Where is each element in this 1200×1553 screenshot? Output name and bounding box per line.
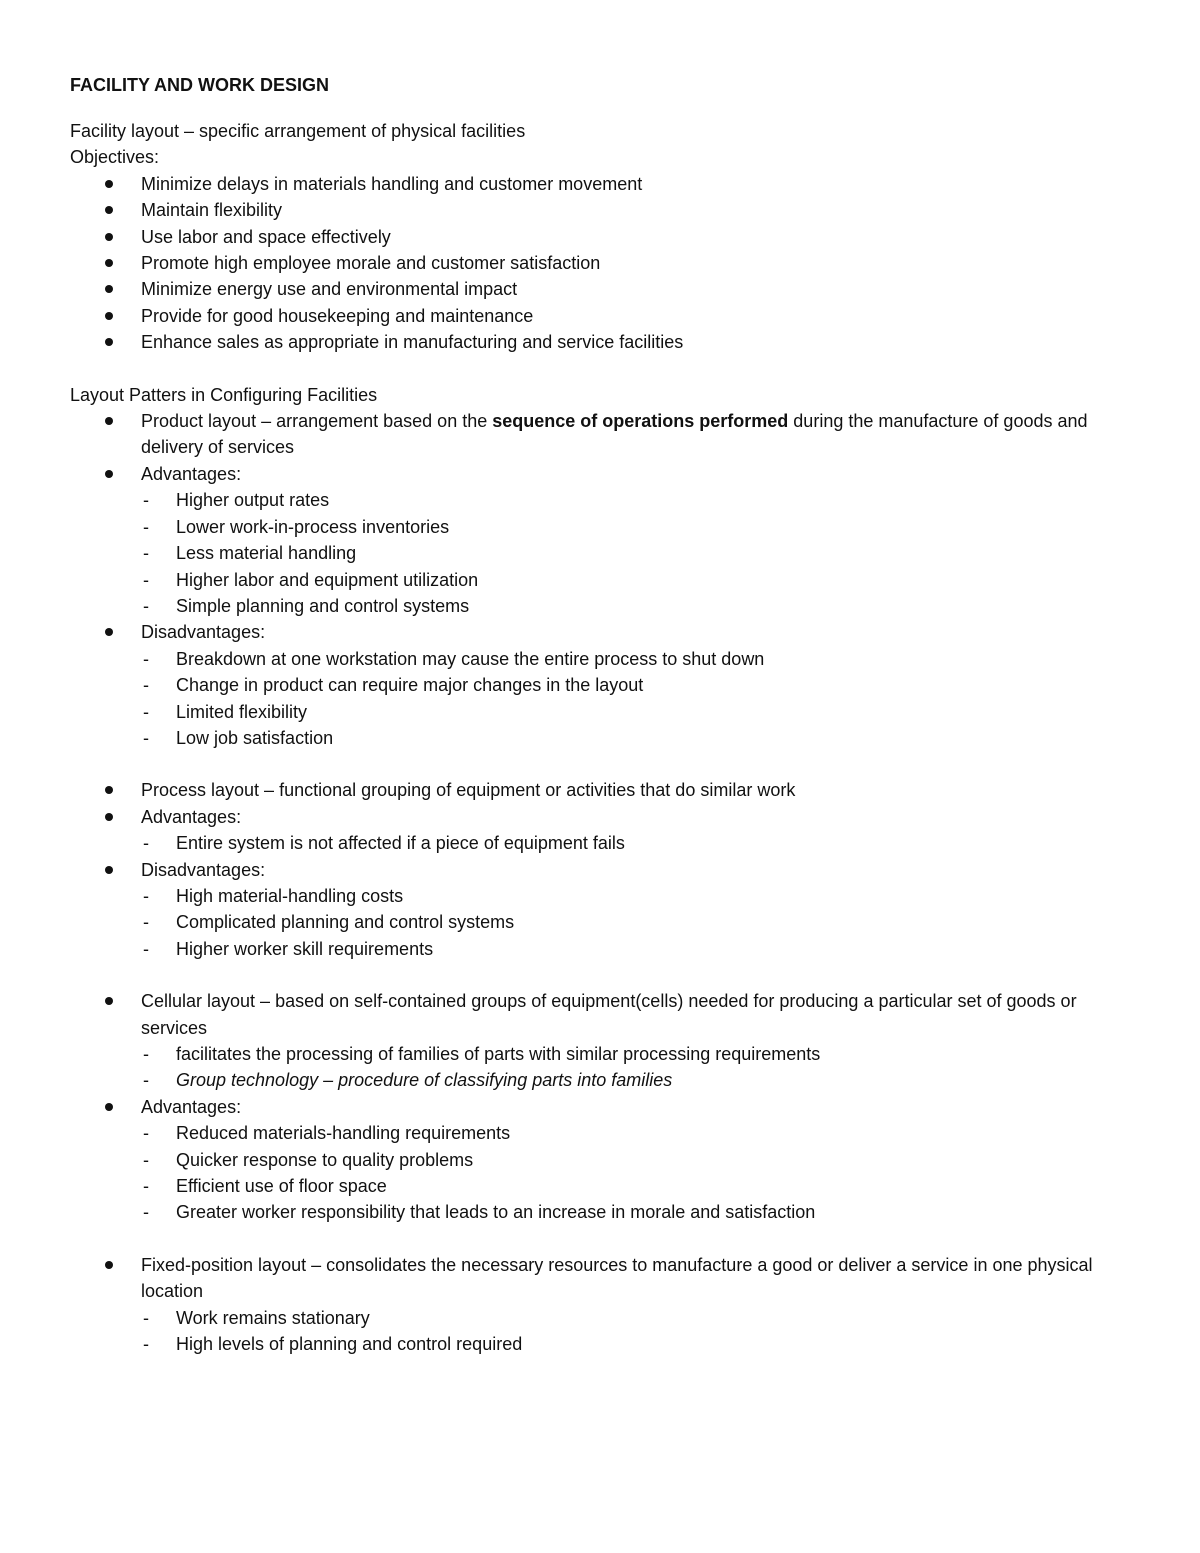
bullet-icon — [105, 813, 113, 821]
list-item: - Work remains stationary — [143, 1307, 370, 1328]
list-item: - Quicker response to quality problems — [143, 1149, 474, 1170]
list-item: - Group technology – procedure of classifying parts into families — [143, 1070, 673, 1091]
bullet-icon — [105, 628, 113, 636]
list-item: - Low job satisfaction — [143, 727, 334, 748]
group-technology-note: Group technology – procedure of classifying parts into families — [176, 1070, 673, 1091]
list-item: - Greater worker responsibility that leads to an increase in morale and satisfaction — [143, 1202, 816, 1223]
product-layout-definition: Product layout – arrangement based on the sequence of operations performed during the manufacture of goods and delivery of services — [141, 408, 1130, 461]
cellular-advantages-list — [141, 1120, 1130, 1226]
cellular-notes-list — [141, 1041, 1130, 1094]
list-item: - Simple planning and control systems — [143, 595, 470, 616]
list-item: - High levels of planning and control required — [143, 1334, 523, 1355]
product-advantages: Advantages: - Higher output rates - Lower work-in-process inventories - Less material handling - Higher labor and equipment utilization - Simple planning and control systems — [141, 461, 1130, 619]
list-item: - Higher worker skill requirements — [143, 938, 434, 959]
list-item: - Reduced materials-handling requirements — [143, 1123, 511, 1144]
fixed-layout-definition: Fixed-position layout – consolidates the necessary resources to manufacture a good or deliver a service in one physical location - Work remains stationary - High levels of planning and control required — [141, 1252, 1130, 1358]
page-title: FACILITY AND WORK DESIGN — [70, 75, 330, 95]
cellular-layout-section — [70, 988, 1130, 1226]
process-advantages-list — [141, 830, 1130, 856]
objectives-list — [70, 171, 1130, 356]
list-item: - Higher output rates — [143, 490, 330, 511]
document-body — [70, 72, 1130, 1357]
list-item: - Breakdown at one workstation may cause the entire process to shut down — [143, 648, 765, 669]
bullet-icon — [105, 1261, 113, 1269]
list-item: Minimize energy use and environmental impact — [141, 276, 1130, 302]
emphasis-text: sequence of operations performed — [492, 411, 789, 432]
process-layout-definition: Process layout – functional grouping of equipment or activities that do similar work — [141, 777, 1130, 803]
list-item: - High material-handling costs — [143, 885, 404, 906]
list-item: Enhance sales as appropriate in manufacturing and service facilities — [141, 329, 1130, 355]
bullet-icon — [105, 233, 113, 241]
bullet-icon — [105, 417, 113, 425]
list-item: - Complicated planning and control systems — [143, 912, 515, 933]
bullet-icon — [105, 180, 113, 188]
product-advantages-list — [141, 487, 1130, 619]
bullet-icon — [105, 206, 113, 214]
list-item: Provide for good housekeeping and maintenance — [141, 303, 1130, 329]
list-item: Use labor and space effectively — [141, 224, 1130, 250]
list-item: Minimize delays in materials handling and customer movement — [141, 171, 1130, 197]
list-item: - Higher labor and equipment utilization — [143, 569, 479, 590]
bullet-icon — [105, 1103, 113, 1111]
product-layout-section — [70, 408, 1130, 751]
cellular-layout-definition: Cellular layout – based on self-contained groups of equipment(cells) needed for producing a particular set of goods or services - facilitates the processing of families of parts with similar processing requirements - Group technology – procedure of classifying parts into families — [141, 988, 1130, 1094]
bullet-icon — [105, 470, 113, 478]
bullet-icon — [105, 866, 113, 874]
fixed-notes-list — [141, 1305, 1130, 1358]
list-item: - facilitates the processing of families of parts with similar processing requirements — [143, 1044, 821, 1064]
bullet-icon — [105, 338, 113, 346]
bullet-icon — [105, 997, 113, 1005]
list-item: Promote high employee morale and customer satisfaction — [141, 250, 1130, 276]
cellular-advantages: Advantages: - Reduced materials-handling requirements - Quicker response to quality problems - Efficient use of floor space - Greater worker responsibility that leads to an increase in morale and satisfaction — [141, 1094, 1130, 1226]
process-disadvantages: Disadvantages: - High material-handling costs - Complicated planning and control systems - Higher worker skill requirements — [141, 857, 1130, 963]
facility-layout-definition: Facility layout – specific arrangement of physical facilities — [70, 121, 526, 141]
list-item: - Limited flexibility — [143, 701, 308, 722]
process-advantages: Advantages: - Entire system is not affected if a piece of equipment fails — [141, 804, 1130, 857]
list-item: - Entire system is not affected if a piece of equipment fails — [143, 833, 625, 854]
patterns-heading: Layout Patters in Configuring Facilities — [70, 384, 378, 405]
list-item: - Lower work-in-process inventories — [143, 516, 450, 537]
product-disadvantages: Disadvantages: - Breakdown at one workstation may cause the entire process to shut down - Change in product can require major changes in the layout - Limited flexibility - Low job satisfaction — [141, 619, 1130, 751]
list-item: - Efficient use of floor space — [143, 1176, 387, 1197]
product-disadvantages-list — [141, 646, 1130, 752]
list-item: - Less material handling — [143, 543, 357, 564]
bullet-icon — [105, 285, 113, 293]
fixed-layout-section — [70, 1252, 1130, 1358]
bullet-icon — [105, 259, 113, 267]
process-disadvantages-list — [141, 883, 1130, 962]
process-layout-section — [70, 777, 1130, 962]
objectives-label: Objectives: — [70, 147, 160, 168]
bullet-icon — [105, 786, 113, 794]
bullet-icon — [105, 312, 113, 320]
list-item: Maintain flexibility — [141, 197, 1130, 223]
list-item: - Change in product can require major changes in the layout — [143, 675, 644, 696]
